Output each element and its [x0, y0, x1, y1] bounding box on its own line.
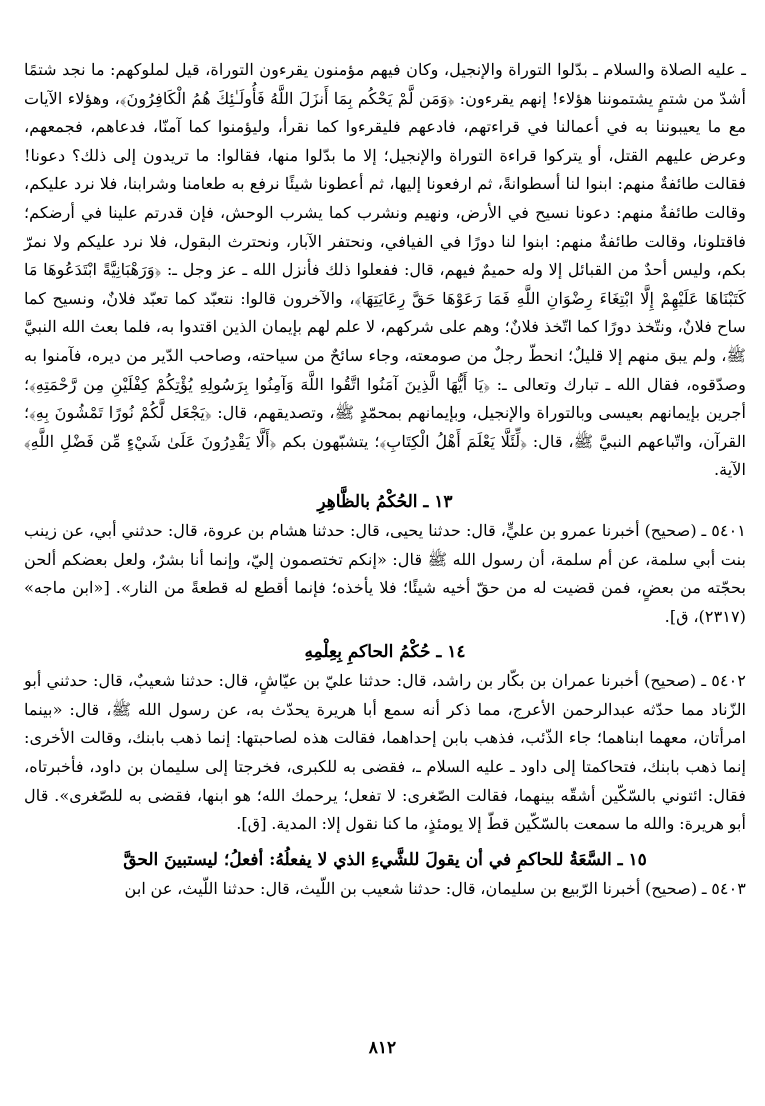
page-content [24, 56, 746, 903]
chapter-heading-14: ١٤ ـ حُكْمُ الحاكمِ بِعِلْمِهِ [304, 642, 466, 663]
hadith-5402: ٥٤٠٢ ـ (صحيح) أخبرنا عمران بن بكّار بن راشد، قال: حدثنا عليّ بن عيّاشٍ، قال: حدثنا شعيبٌ، قال: حدثني أبو الزّناد مما حدّثه عبدالرحمن الأعرج، مما ذكر أنه سمع أبا هريرة يحدّث به، عن رسول الله ﷺ، قال: «بينما امرأتان، معهما ابناهما؛ جاء الذّئب، فذهب بابن إحداهما، فقالت هذه لصاحبتها: إنما ذهب بابنك، وقالت الأخرى: إنما ذهب بابنك، فتحاكمتا إلى داود ـ عليه السلام ـ، فقضى به للكبرى، فخرجتا إلى سليمان بن داود، فأخبرتاه، فقال: ائتوني بالسّكّين أشقّه بينهما، فقالت الصّغرى: لا تفعل؛ يرحمك الله؛ هو ابنها، فقضى به للصّغرى». قال أبو هريرة: والله ما سمعت بالسّكّين قطّ إلا يومئذٍ، ما كنا نقول إلا: المدية. [ق]. [24, 671, 746, 834]
hadith-5403: ٥٤٠٣ ـ (صحيح) أخبرنا الرّبيع بن سليمان، قال: حدثنا شعيب بن اللّيث، قال: حدثنا اللّيث، عن ابن [124, 878, 746, 898]
chapter-heading-13: ١٣ ـ الحُكْمُ بالظَّاهِرِ [317, 491, 453, 512]
paragraph-continuation: ـ عليه الصلاة والسلام ـ بدّلوا التوراة والإنجيل، وكان فيهم مؤمنون يقرءون التوراة، قيل لملوكهم: ما نجد شتمًا أشدّ من شتمٍ يشتموننا هؤلاء! إنهم يقرءون: ﴿وَمَن لَّمْ يَحْكُم بِمَا أَنزَلَ اللَّهُ فَأُولَـٰئِكَ هُمُ الْكَافِرُونَ﴾، وهؤلاء الآيات مع ما يعيبوننا به في أعمالنا في قراءتهم، فادعهم فليقرءوا كما نقرأ، وليؤمنوا كما آمنّا، فدعاهم، فجمعهم، وعرض عليهم القتل، أو يتركوا قراءة التوراة والإنجيل؛ إلا ما بدّلوا منها، فقالوا: ما تريدون إلى ذلك؟ دعونا! فقالت طائفةٌ منهم: ابنوا لنا أسطوانةً، ثم ارفعونا إليها، ثم أعطونا شيئًا نرفع به طعامنا وشرابنا، فلا نرد عليكم، وقالت طائفةٌ منهم: دعونا نسيح في الأرض، ونهيم ونشرب كما يشرب الوحش، فإن قدرتم علينا في أرضكم؛ فاقتلونا، وقالت طائفةٌ منهم: ابنوا لنا دورًا في الفيافي، ونحتفر الآبار، ونحترث البقول، فلا نرد عليكم ولا نمرّ بكم، وليس أحدٌ من القبائل إلا وله حميمٌ فيهم، قال: ففعلوا ذلك فأنزل الله ـ عز وجل ـ: ﴿وَرَهْبَانِيَّةً ابْتَدَعُوهَا مَا كَتَبْنَاهَا عَلَيْهِمْ إِلَّا ابْتِغَاءَ رِضْوَانِ اللَّهِ فَمَا رَعَوْهَا حَقَّ رِعَايَتِهَا﴾، والآخرون قالوا: نتعبّد كما تعبّد فلانٌ، ونسيح كما ساح فلانٌ، ونتّخذ دورًا كما اتّخذ فلانٌ؛ وهم على شركهم، لا علم لهم بإيمان الذين اقتدوا به، فلما بعث الله النبيَّ ﷺ، ولم يبق منهم إلا قليلٌ؛ انحطّ رجلٌ من صومعته، وجاء سائحٌ من سياحته، وصاحب الدّير من ديره، فآمنوا به وصدّقوه، فقال الله ـ تبارك وتعالى ـ: ﴿يَا أَيُّهَا الَّذِينَ آمَنُوا اتَّقُوا اللَّهَ وَآمِنُوا بِرَسُولِهِ يُؤْتِكُمْ كِفْلَيْنِ مِن رَّحْمَتِهِ﴾؛ أجرين بإيمانهم بعيسى وبالتوراة والإنجيل، وبإيمانهم بمحمّدٍ ﷺ، وتصديقهم، قال: ﴿يَجْعَل لَّكُمْ نُورًا تَمْشُونَ بِهِ﴾؛ القرآن، واتّباعهم النبيَّ ﷺ، قال: ﴿لِّئَلَّا يَعْلَمَ أَهْلُ الْكِتَابِ﴾؛ يتشبّهون بكم ﴿أَلَّا يَقْدِرُونَ عَلَىٰ شَيْءٍ مِّن فَضْلِ اللَّهِ﴾ الآية. [24, 60, 746, 480]
page-number: ٨١٢ [368, 1038, 397, 1058]
hadith-5401: ٥٤٠١ ـ (صحيح) أخبرنا عمرو بن عليٍّ، قال: حدثنا يحيى، قال: حدثنا هشام بن عروة، قال: حدثني أبي، عن زينب بنت أبي سلمة، عن أم سلمة، أن رسول الله ﷺ قال: «إنكم تختصمون إليّ، وإنما أنا بشرٌ، ولعل بعضكم ألحن بحجّته من بعضٍ، فمن قضيت له من حقّ أخيه شيئًا؛ فلا يأخذه؛ فإنما أقطع له قطعةً من النار». [«ابن ماجه» (٢٣١٧)، ق]. [24, 520, 746, 626]
chapter-heading-15: ١٥ ـ السَّعَةُ للحاكمِ في أن يقولَ للشَّيءِ الذي لا يفعلُهُ: أفعلُ؛ ليستبينَ الحقَّ [123, 849, 647, 870]
